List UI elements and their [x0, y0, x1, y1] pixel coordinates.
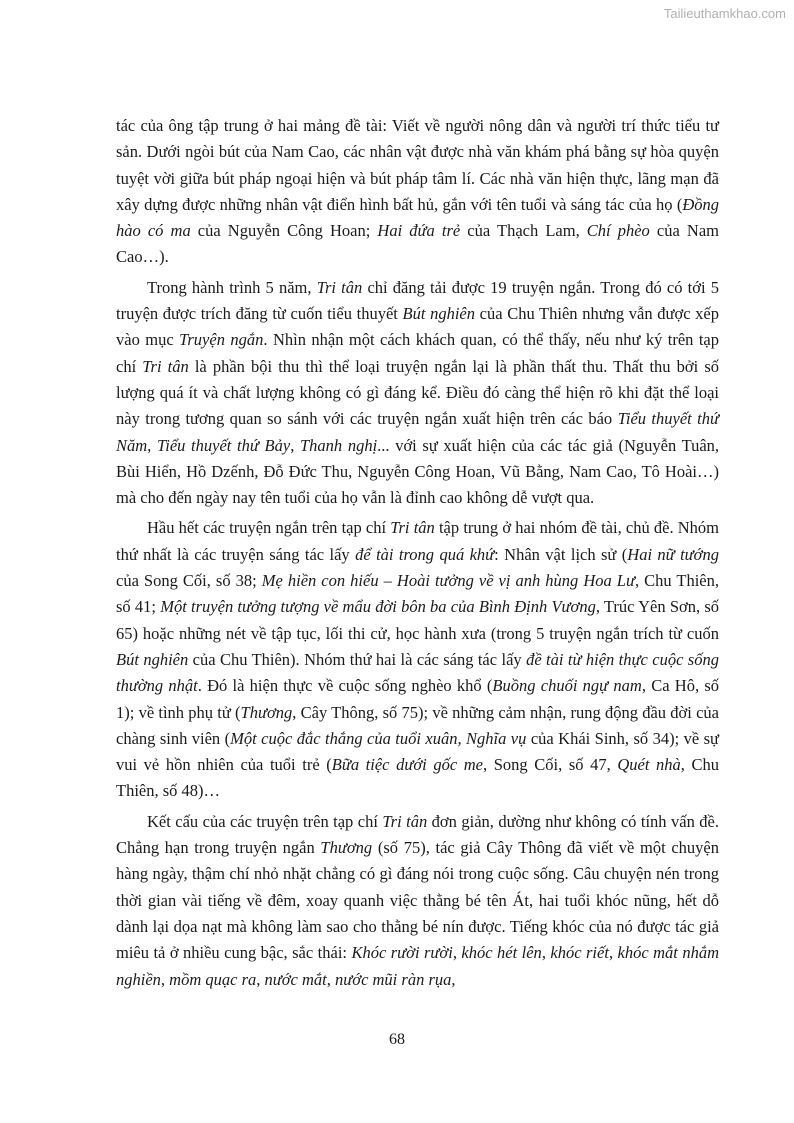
- italic-text: Đồng hào có ma: [116, 194, 719, 241]
- text-run: ,: [451, 969, 456, 989]
- text-run: ,: [290, 435, 300, 455]
- italic-text: Truyện ngắn: [179, 330, 264, 350]
- italic-text: Thương: [240, 702, 293, 722]
- text-run: , Chu Thiên, số 48)…: [116, 755, 720, 801]
- text-run: chỉ đăng tải được 19 truyện ngắn. Trong đó có tới 5 truyện được trích đăng từ cuốn tiểu thuyết: [116, 277, 720, 324]
- italic-text: Bữa tiệc dưới gốc me: [331, 755, 484, 775]
- italic-text: Tri tân: [316, 277, 363, 297]
- text-run: của Chu Thiên nhưng vẫn được xếp vào mục: [116, 304, 719, 350]
- text-run: ... với sự xuất hiện của các tác giả (Nguyễn Tuân, Bùi Hiển, Hồ Dzếnh, Đỗ Đức Thu, Nguyễn Công Hoan, Vũ Bằng, Nam Cao, Tô Hoài…) mà cho đến ngày nay tên tuổi của họ vẫn là đỉnh cao không dễ vượt qua.: [116, 435, 720, 508]
- italic-text: mồm quạc ra: [169, 969, 257, 989]
- italic-text: Tiểu thuyết thứ Năm: [116, 409, 719, 455]
- paragraph-3: [116, 515, 719, 804]
- italic-text: Một truyện tưởng tượng về mẩu đời bôn ba của Bình Định Vương: [160, 597, 596, 617]
- text-run: , Ca Hô, số 1); về tình phụ tử (: [116, 676, 719, 722]
- text-run: của Nguyễn Công Hoan;: [190, 221, 378, 241]
- text-run: . Nhìn nhận một cách khách quan, có thể thấy, nếu như ký trên tạp chí: [116, 330, 720, 376]
- text-run: ,: [326, 969, 336, 989]
- italic-text: Bút nghiên: [402, 304, 475, 324]
- italic-text: nước mũi ràn rụa: [335, 969, 452, 989]
- italic-text: Tri tân: [382, 811, 428, 831]
- italic-text: Buồng chuối ngự nam: [492, 676, 642, 696]
- italic-text: Thương: [320, 838, 373, 858]
- italic-text: Một cuộc đắc thắng của tuổi xuân, Nghĩa vụ: [230, 728, 527, 748]
- text-run: Trong hành trình 5 năm,: [147, 277, 317, 297]
- document-body: [116, 113, 719, 993]
- text-run: tập trung ở hai nhóm đề tài, chủ đề. Nhóm thứ nhất là các truyện sáng tác lấy: [116, 518, 720, 564]
- text-run: ,: [452, 943, 462, 963]
- italic-text: khóc mắt nhắm nghiền: [116, 943, 720, 989]
- paragraph-2: [116, 275, 719, 512]
- italic-text: để tài trong quá khứ: [355, 544, 495, 564]
- paragraph-1: [116, 113, 719, 271]
- text-run: ,: [160, 969, 170, 989]
- italic-text: Tri tân: [142, 356, 189, 376]
- italic-text: Quét nhà: [617, 755, 681, 775]
- text-run: của Chu Thiên). Nhóm thứ hai là các sáng tác lấy: [188, 649, 527, 669]
- italic-text: nước mắt: [264, 969, 327, 989]
- text-run: đơn giản, dường như không có tính vấn đề. Chẳng hạn trong truyện ngắn: [116, 811, 719, 858]
- text-run: ,: [541, 943, 551, 963]
- italic-text: Khóc rười rười: [351, 943, 453, 963]
- text-run: , Chu Thiên, số 41;: [116, 571, 719, 617]
- italic-text: khóc hét lên: [461, 943, 542, 963]
- watermark: Tailieuthamkhao.com: [663, 6, 786, 21]
- text-run: ,: [147, 435, 157, 455]
- italic-text: Tri tân: [390, 518, 435, 538]
- text-run: ,: [256, 969, 265, 989]
- text-run: : Nhân vật lịch sử (: [494, 544, 628, 564]
- text-run: , Cây Thông, số 75); về những cảm nhận, rung động đầu đời của chàng sinh viên (: [116, 702, 719, 748]
- text-run: là phần bội thu thì thể loại truyện ngắn lại là phần thất thu. Thất thu bởi số lượng quá ít và chất lượng không có gì đáng kể. Điều đó càng thể hiện rõ khi đặt thể loại này trong tương quan so sánh với các truyện ngắn xuất hiện trên các báo: [116, 356, 719, 429]
- text-run: (số 75), tác giả Cây Thông đã viết về một chuyện hàng ngày, thậm chí nhỏ nhặt chẳng có gì đáng nói trong cuộc sống. Câu chuyện nén trong thời gian vài tiếng về đêm, xoay quanh việc thằng bé tên Át, hai tuổi khóc nũng, hết dỗ dành lại dọa nạt mà không làm sao cho thằng bé nín được. Tiếng khóc của nó được tác giả miêu tả ở nhiều cung bậc, sắc thái:: [116, 838, 719, 963]
- text-run: của Nam Cao…).: [116, 221, 719, 267]
- italic-text: Hai nữ tướng: [627, 544, 719, 564]
- italic-text: Bút nghiên: [116, 649, 189, 669]
- text-run: của Song Cối, số 38;: [116, 571, 262, 591]
- italic-text: khóc riết: [550, 943, 609, 963]
- italic-text: Tiểu thuyết thứ Bảy: [156, 435, 291, 455]
- italic-text: Thanh nghị: [299, 435, 378, 455]
- text-run: ,: [608, 943, 618, 963]
- text-run: , Song Cối, số 47,: [483, 755, 618, 775]
- paragraph-4: [116, 809, 719, 993]
- text-run: Kết cấu của các truyện trên tạp chí: [147, 811, 383, 831]
- text-run: tác của ông tập trung ở hai mảng đề tài: Viết về người nông dân và người trí thức tiểu tư sản. Dưới ngòi bút của Nam Cao, các nhân vật được nhà văn khám phá bằng sự hòa quyện tuyệt vời giữa bút pháp ngoại hiện và bút pháp tâm lí. Các nhà văn hiện thực, lãng mạn đã xây dựng được những nhân vật điển hình bất hủ, gắn với tên tuổi và sáng tác của họ (: [116, 116, 719, 214]
- italic-text: Chí phèo: [586, 221, 650, 241]
- page-number: 68: [389, 1031, 405, 1048]
- text-run: của Thạch Lam,: [460, 221, 587, 241]
- italic-text: đề tài từ hiện thực cuộc sống thường nhật: [116, 649, 719, 696]
- italic-text: Mẹ hiền con hiếu – Hoài tưởng về vị anh hùng Hoa Lư: [261, 571, 635, 591]
- text-run: của Khái Sinh, số 34); về sự vui vẻ hồn nhiên của tuổi trẻ (: [116, 728, 719, 775]
- text-run: Hầu hết các truyện ngắn trên tạp chí: [147, 518, 391, 538]
- italic-text: Hai đứa trẻ: [377, 221, 461, 241]
- text-run: . Đó là hiện thực về cuộc sống nghèo khổ (: [197, 676, 493, 696]
- text-run: , Trúc Yên Sơn, số 65) hoặc những nét về tập tục, lối thi cử, học hành xưa (trong 5 truyện ngắn trích từ cuốn: [116, 597, 720, 643]
